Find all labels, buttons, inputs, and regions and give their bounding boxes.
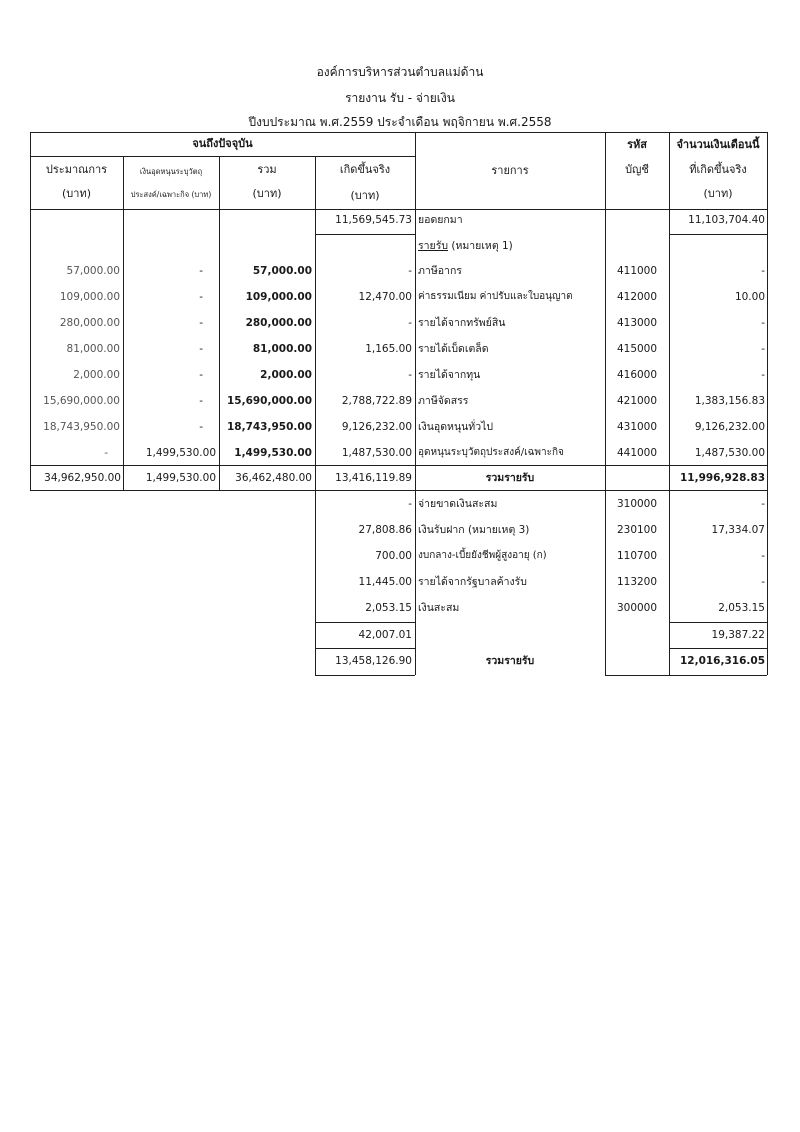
row-actual: - xyxy=(408,265,412,277)
income-row xyxy=(0,367,800,383)
other-actual: 2,053.15 xyxy=(365,602,412,614)
other-row xyxy=(0,600,800,616)
row-budget: 280,000.00 xyxy=(59,317,120,329)
subtotal-actual: 42,007.01 xyxy=(358,629,412,641)
row-budget: 18,743,950.00 xyxy=(43,421,120,433)
row-month: - xyxy=(761,343,765,355)
row-budget: 15,690,000.00 xyxy=(43,395,120,407)
grand-bottom-right xyxy=(605,675,767,676)
report-period: ปีงบประมาณ พ.ศ.2559 ประจำเดือน พฤจิกายน พ.ศ.2558 xyxy=(248,115,552,129)
row-item: เงินอุดหนุนทั่วไป xyxy=(418,421,494,433)
header-total-unit: (บาท) xyxy=(252,187,282,200)
total-label: รวมรายรับ xyxy=(485,472,535,484)
subtotal-top-month xyxy=(669,622,767,623)
row-month: - xyxy=(761,317,765,329)
header-to-date: จนถึงปัจจุบัน xyxy=(192,137,253,150)
total-budget: 34,962,950.00 xyxy=(44,472,121,484)
other-item: งบกลาง-เบี้ยยังชีพผู้สูงอายุ (ก) xyxy=(418,550,547,561)
org-title: องค์การบริหารส่วนตำบลแม่ด้าน xyxy=(316,65,484,79)
report-title: รายงาน รับ - จ่ายเงิน xyxy=(345,91,455,105)
header-month-line1: จำนวนเงินเดือนนี้ xyxy=(676,138,760,151)
row-code: 412000 xyxy=(616,291,658,303)
row-actual: - xyxy=(408,317,412,329)
other-actual: 27,808.86 xyxy=(358,524,412,536)
carried-divider-actual xyxy=(315,234,415,235)
row-budget: 2,000.00 xyxy=(73,369,120,381)
row-total: 109,000.00 xyxy=(245,291,312,303)
other-row xyxy=(0,522,800,538)
row-actual: 2,788,722.89 xyxy=(341,395,412,407)
row-total: 18,743,950.00 xyxy=(226,421,312,433)
header-month-line2: ที่เกิดขึ้นจริง xyxy=(689,163,747,176)
carried-item: ยอดยกมา xyxy=(418,214,463,226)
other-row xyxy=(0,548,800,564)
row-actual: 9,126,232.00 xyxy=(341,421,412,433)
income-total-bottom-border xyxy=(30,490,767,491)
other-item: เงินสะสม xyxy=(418,602,460,614)
other-code: 310000 xyxy=(616,498,658,510)
row-total: 2,000.00 xyxy=(260,369,312,381)
row-month: 10.00 xyxy=(734,291,765,303)
income-row xyxy=(0,315,800,331)
row-subsidy: - xyxy=(199,317,203,329)
header-code-line2: บัญชี xyxy=(625,163,649,176)
row-item: ภาษีอากร xyxy=(418,265,462,277)
header-bottom-border xyxy=(30,209,767,210)
other-row xyxy=(0,496,800,512)
row-actual: 1,487,530.00 xyxy=(341,447,412,459)
income-heading xyxy=(418,238,603,254)
row-budget: 109,000.00 xyxy=(59,291,120,303)
row-total: 57,000.00 xyxy=(252,265,312,277)
header-item: รายการ xyxy=(491,164,529,177)
group-header-divider xyxy=(30,156,415,157)
row-total: 81,000.00 xyxy=(252,343,312,355)
header-budget: ประมาณการ xyxy=(45,163,108,176)
row-subsidy: - xyxy=(199,369,203,381)
other-code: 113200 xyxy=(616,576,658,588)
income-total-top-border xyxy=(30,465,767,466)
row-code: 441000 xyxy=(616,447,658,459)
other-code: 110700 xyxy=(616,550,658,562)
row-subsidy: - xyxy=(199,343,203,355)
carried-month: 11,103,704.40 xyxy=(688,214,765,226)
row-item: อุดหนุนระบุวัตถุประสงค์/เฉพาะกิจ xyxy=(418,447,564,458)
grand-top-month xyxy=(669,648,767,649)
total-actual: 13,416,119.89 xyxy=(335,472,412,484)
row-subsidy: 1,499,530.00 xyxy=(145,447,216,459)
row-actual: 1,165.00 xyxy=(365,343,412,355)
row-subsidy: - xyxy=(199,395,203,407)
grand-total-month: 12,016,316.05 xyxy=(679,655,765,667)
header-code-line1: รหัส xyxy=(627,138,647,151)
header-subsidy-line1: เงินอุดหนุนระบุวัตถุ xyxy=(139,167,203,176)
row-actual: - xyxy=(408,369,412,381)
row-subsidy: - xyxy=(199,291,203,303)
row-item: รายได้จากทรัพย์สิน xyxy=(418,317,506,329)
other-month: 17,334.07 xyxy=(711,524,765,536)
other-code: 300000 xyxy=(616,602,658,614)
income-row xyxy=(0,393,800,409)
income-heading-note: (หมายเหตุ 1) xyxy=(451,240,513,252)
other-actual: - xyxy=(408,498,412,510)
row-code: 431000 xyxy=(616,421,658,433)
row-code: 421000 xyxy=(616,395,658,407)
row-budget: - xyxy=(104,447,108,459)
other-month: 2,053.15 xyxy=(718,602,765,614)
row-item: รายได้เบ็ดเตล็ด xyxy=(418,343,489,355)
row-total: 15,690,000.00 xyxy=(226,395,312,407)
other-item: จ่ายขาดเงินสะสม xyxy=(418,498,498,510)
header-actual-unit: (บาท) xyxy=(350,189,380,202)
row-budget: 57,000.00 xyxy=(66,265,120,277)
income-total-row xyxy=(0,470,800,486)
row-total: 1,499,530.00 xyxy=(234,447,312,459)
income-row xyxy=(0,419,800,435)
income-row xyxy=(0,341,800,357)
subtotal-top-actual xyxy=(315,622,415,623)
income-row xyxy=(0,263,800,279)
other-month: - xyxy=(761,498,765,510)
row-item: ภาษีจัดสรร xyxy=(418,395,469,407)
other-month: - xyxy=(761,576,765,588)
row-month: 1,383,156.83 xyxy=(694,395,765,407)
row-budget: 81,000.00 xyxy=(66,343,120,355)
total-subsidy: 1,499,530.00 xyxy=(145,472,216,484)
row-month: - xyxy=(761,265,765,277)
grand-bottom-actual xyxy=(315,675,415,676)
other-code: 230100 xyxy=(616,524,658,536)
row-total: 280,000.00 xyxy=(245,317,312,329)
row-code: 416000 xyxy=(616,369,658,381)
other-row xyxy=(0,574,800,590)
table-top-border xyxy=(30,132,767,133)
col-border-total xyxy=(315,156,316,675)
header-month-unit: (บาท) xyxy=(703,187,733,200)
other-item: เงินรับฝาก (หมายเหตุ 3) xyxy=(418,524,530,536)
row-item: รายได้จากทุน xyxy=(418,369,481,381)
row-code: 413000 xyxy=(616,317,658,329)
other-month: - xyxy=(761,550,765,562)
other-actual: 700.00 xyxy=(375,550,412,562)
row-item: ค่าธรรมเนียม ค่าปรับและใบอนุญาต xyxy=(418,291,573,302)
header-subsidy-line2: ประสงค์/เฉพาะกิจ (บาท) xyxy=(130,190,212,199)
total-total: 36,462,480.00 xyxy=(235,472,312,484)
other-item: รายได้จากรัฐบาลค้างรับ xyxy=(418,576,527,588)
income-heading-label: รายรับ xyxy=(418,240,448,252)
grand-total-label: รวมรายรับ xyxy=(485,655,535,667)
grand-total-actual: 13,458,126.90 xyxy=(335,655,412,667)
subtotal-month: 19,387.22 xyxy=(711,629,765,641)
row-month: 9,126,232.00 xyxy=(694,421,765,433)
row-month: - xyxy=(761,369,765,381)
row-subsidy: - xyxy=(199,421,203,433)
header-total: รวม xyxy=(257,163,277,176)
row-subsidy: - xyxy=(199,265,203,277)
carried-divider-month xyxy=(669,234,767,235)
header-budget-unit: (บาท) xyxy=(62,187,91,200)
header-actual: เกิดขึ้นจริง xyxy=(339,163,391,176)
row-code: 415000 xyxy=(616,343,658,355)
income-row xyxy=(0,289,800,305)
row-code: 411000 xyxy=(616,265,658,277)
row-month: 1,487,530.00 xyxy=(694,447,765,459)
income-row xyxy=(0,445,800,461)
grand-top-actual xyxy=(315,648,415,649)
other-actual: 11,445.00 xyxy=(358,576,412,588)
total-month: 11,996,928.83 xyxy=(679,472,765,484)
carried-actual: 11,569,545.73 xyxy=(335,214,412,226)
row-actual: 12,470.00 xyxy=(358,291,412,303)
